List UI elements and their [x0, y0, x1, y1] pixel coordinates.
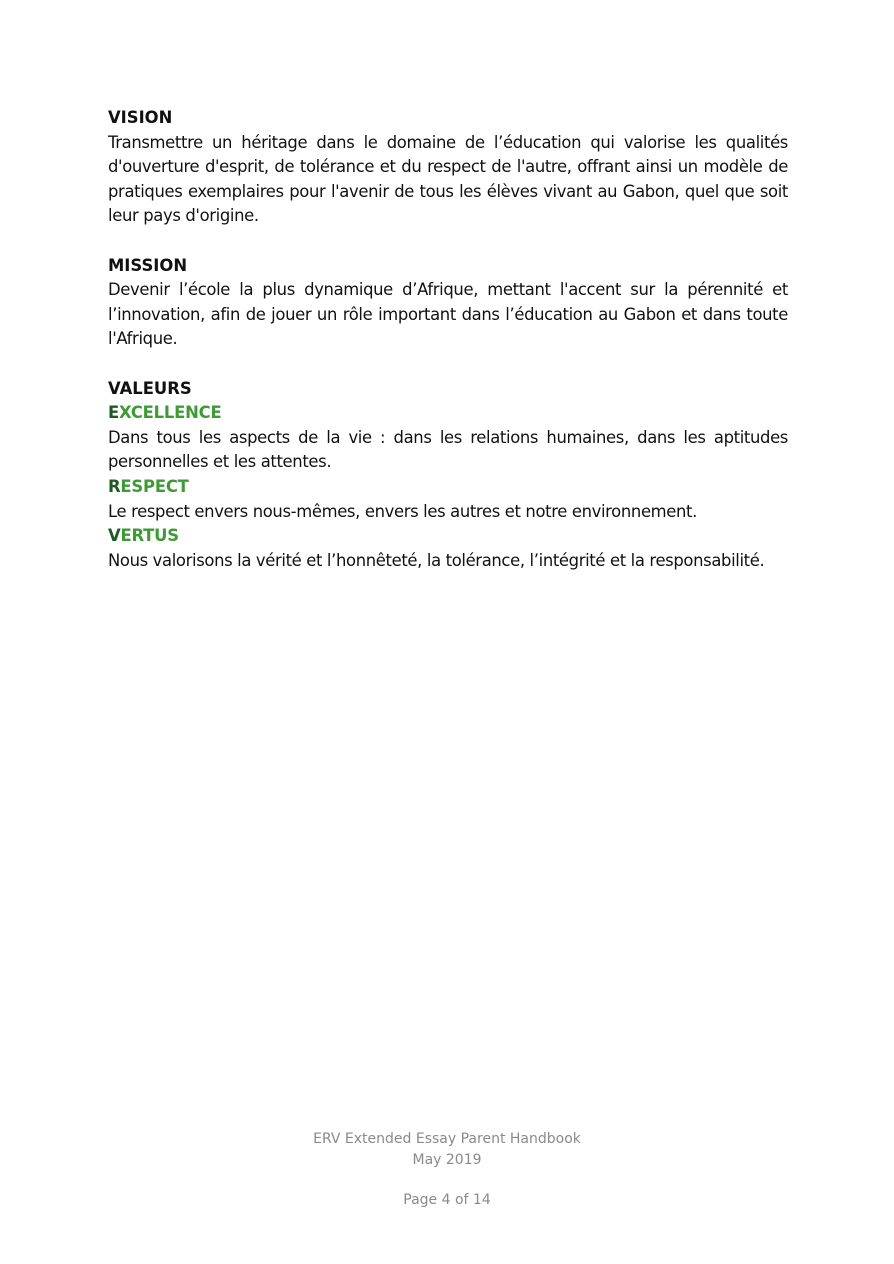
vision-section: [108, 106, 788, 229]
value-title-respect: [108, 475, 788, 500]
value-item-respect: [108, 475, 788, 524]
value-text-respect: Le respect envers nous-mêmes, envers les autres et notre environnement.: [108, 501, 697, 521]
value-initial: R: [108, 476, 121, 496]
mission-section: [108, 254, 788, 352]
mission-text: Devenir l’école la plus dynamique d’Afrique, mettant l'accent sur la pérennité et l’innovation, afin de jouer un rôle important dans l’éducation au Gabon et dans toute l'Afrique.: [108, 280, 788, 349]
footer-document-title: ERV Extended Essay Parent Handbook: [313, 1131, 581, 1147]
value-text-vertus: Nous valorisons la vérité et l’honnêteté, la tolérance, l’intégrité et la responsabilité.: [108, 550, 765, 570]
value-title-excellence: [108, 401, 788, 426]
value-text-excellence: Dans tous les aspects de la vie : dans les relations humaines, dans les aptitudes personnelles et les attentes.: [108, 427, 788, 472]
value-initial: V: [108, 526, 121, 546]
page-content: [108, 106, 788, 573]
values-section: [108, 377, 788, 574]
section-spacer: [108, 229, 788, 254]
vision-heading: VISION: [108, 108, 173, 127]
section-spacer: [108, 352, 788, 377]
value-title-vertus: [108, 524, 788, 549]
mission-heading: MISSION: [108, 255, 188, 275]
page-footer: [0, 1129, 894, 1171]
value-title-rest: XCELLENCE: [119, 403, 222, 423]
value-item-excellence: [108, 401, 788, 475]
vision-text: Transmettre un héritage dans le domaine de l’éducation qui valorise les qualités d'ouverture d'esprit, de tolérance et du respect de l'autre, offrant ainsi un modèle de pratiques exemplaires pour l'avenir de tous les élèves vivant au Gabon, quel que soit leur pays d'origine.: [108, 132, 788, 226]
value-title-rest: ERTUS: [120, 526, 179, 546]
values-heading: VALEURS: [108, 378, 192, 398]
value-title-rest: ESPECT: [120, 476, 189, 496]
page-number: Page 4 of 14: [403, 1192, 491, 1208]
footer-date: May 2019: [412, 1152, 482, 1168]
value-initial: E: [108, 403, 119, 423]
value-item-vertus: [108, 524, 788, 573]
